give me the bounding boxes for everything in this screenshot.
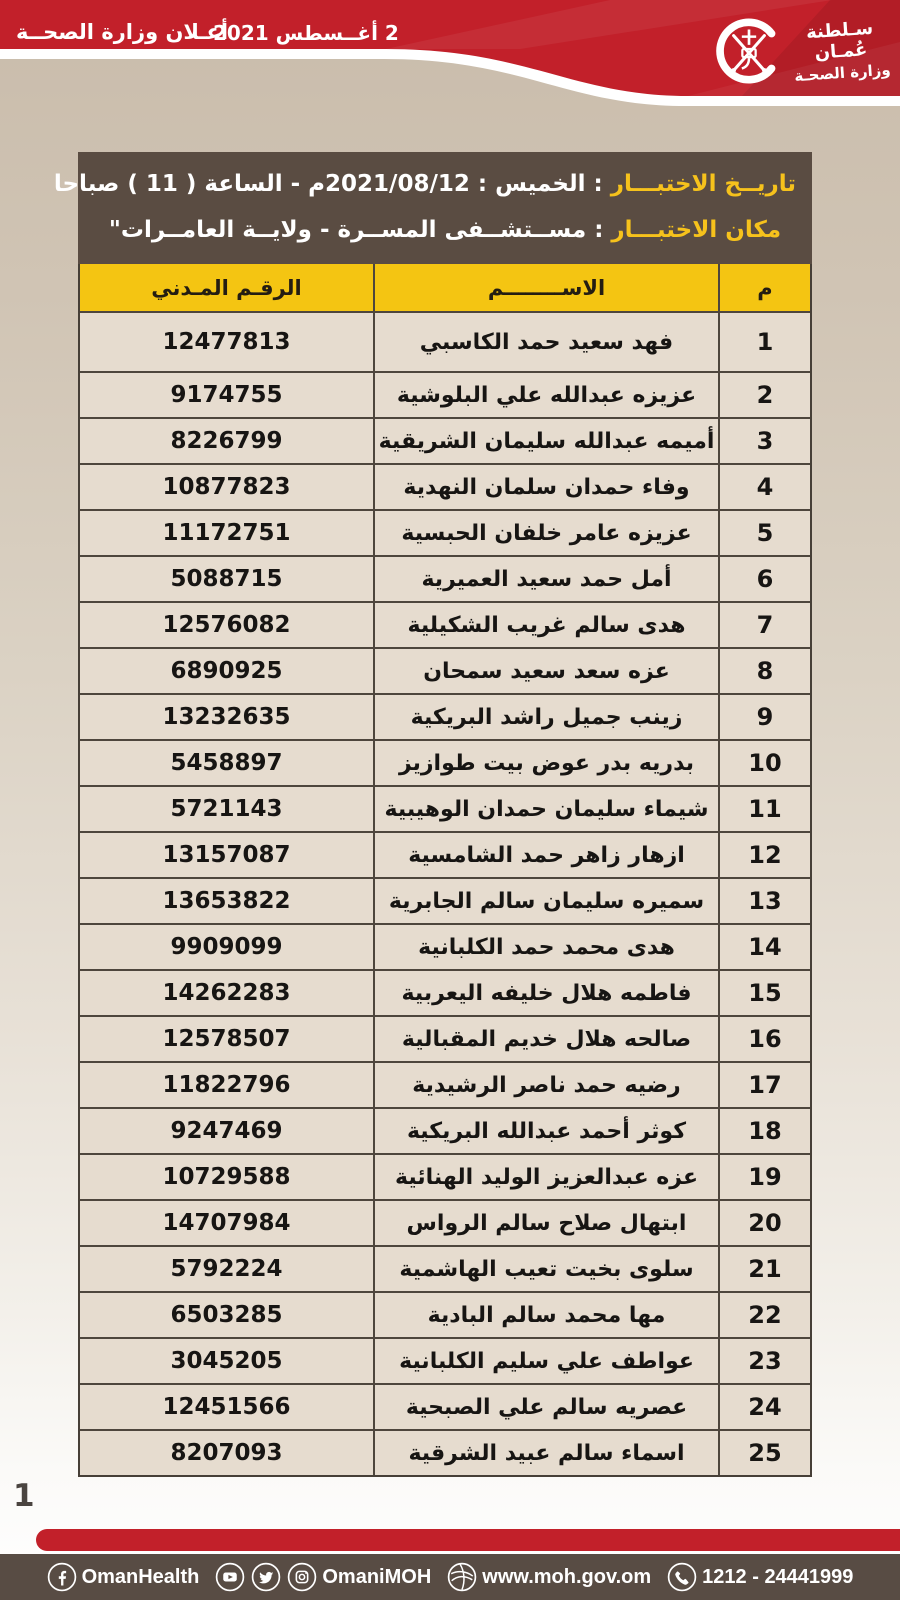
twitter-icon [251,1562,281,1592]
row-serial: 15 [718,971,810,1015]
moh-logo [700,8,900,98]
table-row [80,311,810,371]
page-number: 1 [13,1478,35,1514]
table-body [80,311,810,1475]
table-row [80,601,810,647]
column-header-serial: م [718,264,810,311]
footer-phone [667,1562,853,1592]
table-row [80,1245,810,1291]
exam-date-label: تاريــخ الاختبـــار [610,171,796,197]
row-serial: 1 [718,313,810,371]
row-name: عزيزه عبدالله علي البلوشية [373,373,718,417]
row-serial: 23 [718,1339,810,1383]
row-serial: 18 [718,1109,810,1153]
row-name: سميره سليمان سالم الجابرية [373,879,718,923]
row-civil-number: 14707984 [162,1210,291,1236]
table-row [80,831,810,877]
row-name: فاطمه هلال خليفه اليعربية [373,971,718,1015]
exam-info-header [53,152,812,264]
row-serial: 6 [718,557,810,601]
column-header-civil: الرقـم المـدني [151,275,302,300]
table-row [80,463,810,509]
table-row [80,1429,810,1475]
row-serial: 3 [718,419,810,463]
table-row [80,1337,810,1383]
footer-red-stripe [36,1529,900,1551]
row-civil-number: 9909099 [170,934,283,960]
table-row [80,785,810,831]
row-name: شيماء سليمان حمدان الوهيبية [373,787,718,831]
row-civil-number: 12477813 [162,329,291,355]
row-name: عزيزه عامر خلفان الحبسية [373,511,718,555]
table-row [80,647,810,693]
row-name: عصريه سالم علي الصبحية [373,1385,718,1429]
row-civil-number: 11822796 [162,1072,291,1098]
row-civil-number: 10729588 [162,1164,291,1190]
phone-number: 1212 - 24441999 [702,1565,854,1588]
row-civil-number: 11172751 [162,520,291,546]
row-civil-number: 14262283 [162,980,291,1006]
row-name: بدريه بدر عوض بيت طوازيز [373,741,718,785]
row-serial: 7 [718,603,810,647]
table-row [80,1199,810,1245]
globe-icon [447,1562,477,1592]
table-row [80,417,810,463]
row-civil-number: 8226799 [170,428,283,454]
row-serial: 11 [718,787,810,831]
row-civil-number: 9174755 [170,382,283,408]
instagram-icon [287,1562,317,1592]
row-name: عواطف علي سليم الكلبانية [373,1339,718,1383]
row-civil-number: 13653822 [162,888,291,914]
row-serial: 16 [718,1017,810,1061]
phone-icon [667,1562,697,1592]
row-name: هدى محمد حمد الكلبانية [373,925,718,969]
youtube-icon [215,1562,245,1592]
row-civil-number: 12576082 [162,612,291,638]
row-serial: 20 [718,1201,810,1245]
row-civil-number: 6890925 [170,658,283,684]
row-civil-number: 5088715 [170,566,283,592]
table-header-row [80,264,810,311]
social-handle: OmaniMOH [322,1565,432,1588]
table-row [80,1107,810,1153]
row-civil-number: 13157087 [162,842,291,868]
exam-table [53,152,812,1477]
row-serial: 8 [718,649,810,693]
row-name: زينب جميل راشد البريكية [373,695,718,739]
row-serial: 24 [718,1385,810,1429]
facebook-handle: OmanHealth [81,1565,200,1588]
table-row [80,1153,810,1199]
row-serial: 21 [718,1247,810,1291]
exam-date-line [53,161,796,207]
row-civil-number: 5458897 [170,750,283,776]
row-name: عزه عبدالعزيز الوليد الهنائية [373,1155,718,1199]
footer-bar [0,1554,900,1600]
row-name: أمل حمد سعيد العميرية [373,557,718,601]
row-civil-number: 9247469 [170,1118,283,1144]
table-row [80,1291,810,1337]
row-name: مها محمد سالم البادية [373,1293,718,1337]
row-serial: 10 [718,741,810,785]
row-serial: 5 [718,511,810,555]
logo-text-line1: سـلطنة عُمـان [805,17,874,64]
website-url: www.moh.gov.om [482,1565,652,1588]
row-civil-number: 5721143 [170,796,283,822]
row-serial: 25 [718,1431,810,1475]
table-row [80,1015,810,1061]
table-row [80,509,810,555]
row-civil-number: 12451566 [162,1394,291,1420]
row-name: عزه سعد سعيد سمحان [373,649,718,693]
row-name: هدى سالم غريب الشكيلية [373,603,718,647]
table-row [80,371,810,417]
exam-date-value: : الخميس : 2021/08/12م - الساعة ( 11 ) صباحا [53,171,603,197]
row-serial: 12 [718,833,810,877]
table-row [80,1061,810,1107]
row-serial: 14 [718,925,810,969]
table-grid [78,264,812,1477]
row-name: فهد سعيد حمد الكاسبي [373,313,718,371]
column-header-name: الاســــــــم [373,264,718,311]
logo-calligraphy [784,16,898,86]
row-civil-number: 13232635 [162,704,291,730]
row-name: صالحه هلال خديم المقبالية [373,1017,718,1061]
facebook-icon [47,1562,77,1592]
table-row [80,693,810,739]
row-name: رضيه حمد ناصر الرشيدية [373,1063,718,1107]
row-civil-number: 6503285 [170,1302,283,1328]
table-row [80,969,810,1015]
exam-place-value: : مســتشــفى المســرة - ولايــة العامــرات" [108,217,604,243]
row-serial: 9 [718,695,810,739]
page-title: أعـلان وزارة الصحــة [16,20,229,44]
row-civil-number: 10877823 [162,474,291,500]
row-name: أميمه عبدالله سليمان الشريقية [373,419,718,463]
row-serial: 17 [718,1063,810,1107]
oman-emblem-icon [708,10,790,92]
row-name: كوثر أحمد عبدالله البريكية [373,1109,718,1153]
table-row [80,923,810,969]
exam-place-line [94,207,796,253]
row-civil-number: 3045205 [170,1348,283,1374]
table-row [80,877,810,923]
exam-place-label: مكان الاختبـــار [611,217,782,243]
row-name: سلوى بخيت تعيب الهاشمية [373,1247,718,1291]
row-civil-number: 8207093 [170,1440,283,1466]
footer-website [447,1562,651,1592]
row-civil-number: 12578507 [162,1026,291,1052]
logo-text-line2: وزارة الصحـة [793,60,892,86]
row-serial: 22 [718,1293,810,1337]
row-serial: 4 [718,465,810,509]
row-name: ابتهال صلاح سالم الرواس [373,1201,718,1245]
row-name: وفاء حمدان سلمان النهدية [373,465,718,509]
table-row [80,555,810,601]
row-civil-number: 5792224 [170,1256,283,1282]
row-serial: 19 [718,1155,810,1199]
row-serial: 2 [718,373,810,417]
row-name: اسماء سالم عبيد الشرقية [373,1431,718,1475]
row-name: ازهار زاهر حمد الشامسية [373,833,718,877]
footer-social [215,1562,431,1592]
header-date: 2 أغــسطس 2021 [213,21,399,45]
table-row [80,1383,810,1429]
table-row [80,739,810,785]
row-serial: 13 [718,879,810,923]
footer-facebook [47,1562,200,1592]
